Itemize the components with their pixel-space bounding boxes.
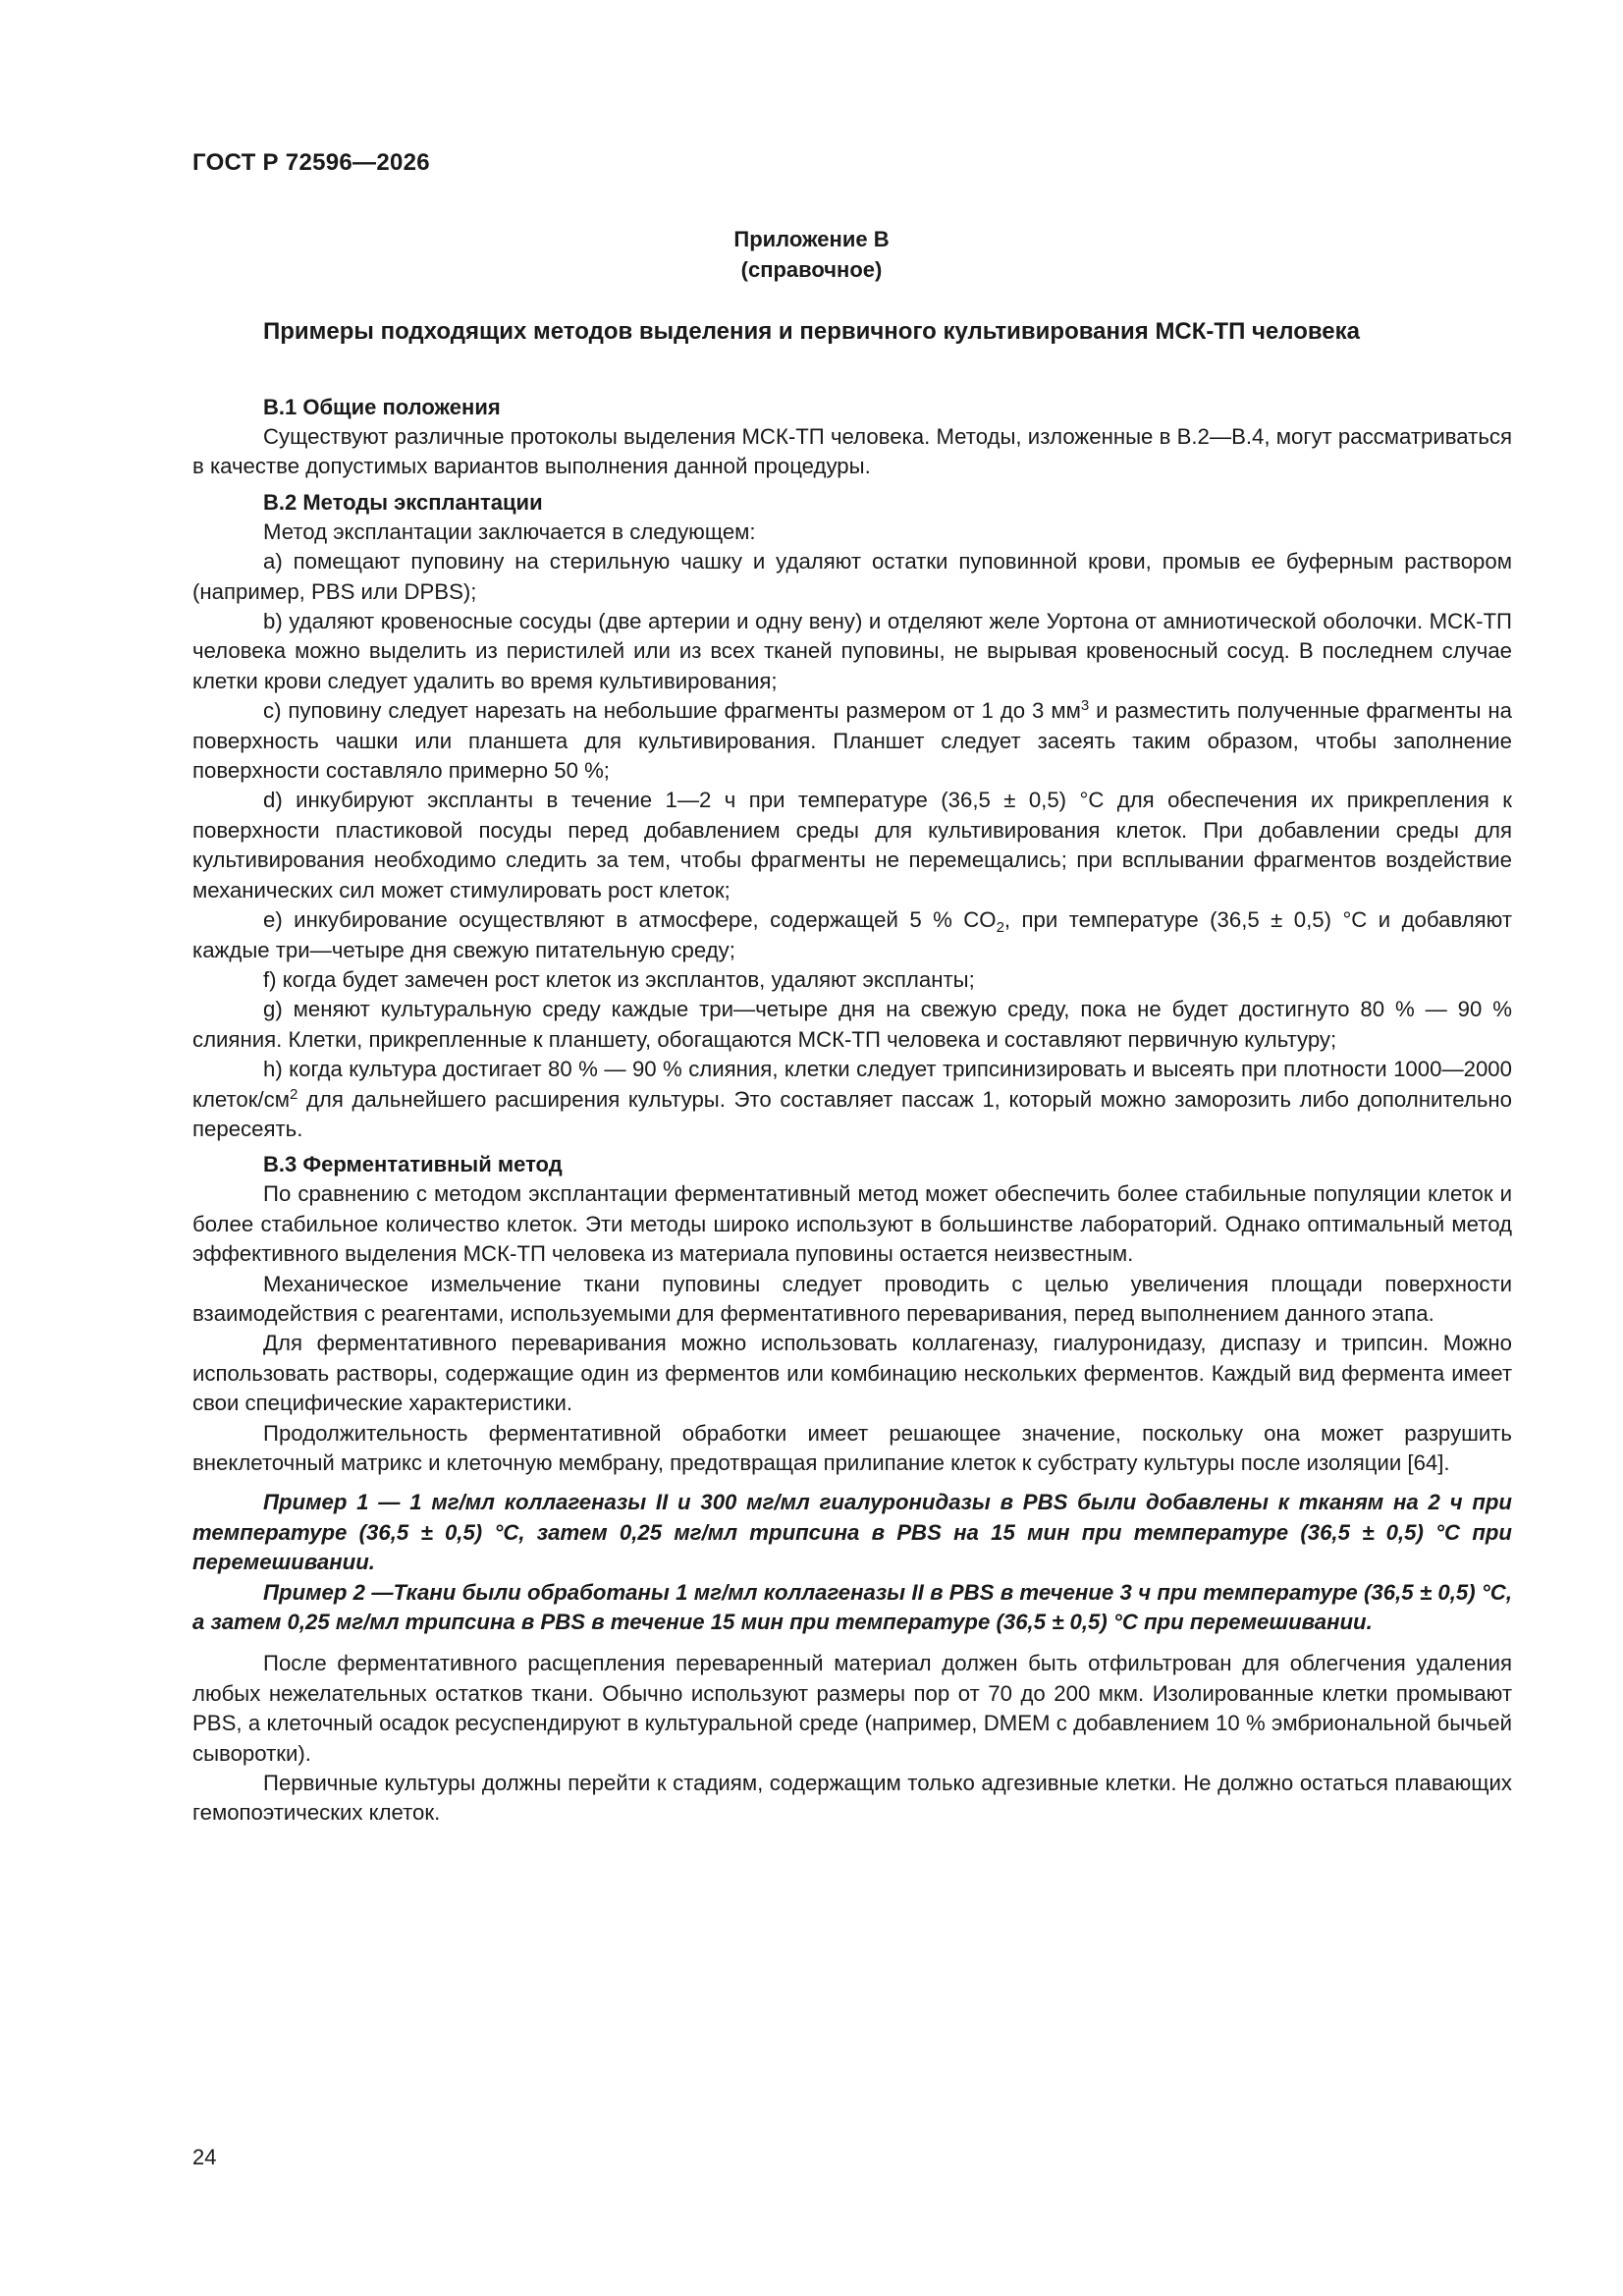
list-item-f: f) когда будет замечен рост клеток из эксплантов, удаляют экспланты;	[263, 966, 975, 992]
list-item-h	[192, 1055, 1512, 1144]
document-body	[192, 393, 1512, 1829]
list-item-c-text-2: и разместить полученные фрагменты на поверхность чашки или планшета для культивирования. Планшет следует засеять таким образом, чтобы заполнение поверхности составляло примерно 50 %;	[192, 698, 1512, 784]
section-heading-b1: В.1 Общие положения	[263, 395, 501, 419]
paragraph: Для ферментативного переваривания можно использовать коллагеназу, гиалуронидазу, диспазу и трипсин. Можно использовать растворы, содержащие один из ферментов или комбинацию нескольких ферментов. Каждый вид фермента имеет свои специфические характеристики.	[192, 1331, 1512, 1416]
paragraph: После ферментативного расщепления переваренный материал должен быть отфильтрован для облегчения удаления любых нежелательных остатков ткани. Обычно используют размеры пор от 70 до 200 мкм. Изолированные клетки промывают PBS, а клеточный осадок ресуспендируют в культуральной среде (например, DMEM с добавлением 10 % эмбриональной бычьей сыворотки).	[192, 1651, 1512, 1766]
page-title: Примеры подходящих методов выделения и первичного культивирования МСК-ТП человека	[263, 318, 1360, 345]
list-item-c	[192, 696, 1512, 786]
list-item-e	[192, 905, 1512, 965]
paragraph: Метод эксплантации заключается в следующем:	[263, 519, 756, 544]
annex-title: Приложение В	[733, 227, 890, 251]
example-1: Пример 1 — 1 мг/мл коллагеназы II и 300 мг/мл гиалуронидазы в PBS были добавлены к тканям на 2 ч при температуре (36,5 ± 0,5) °С, затем 0,25 мг/мл трипсина в PBS на 15 мин при температуре (36,5 ± 0,5) °С при перемешивании.	[192, 1490, 1512, 1575]
list-item-h-text-2: для дальнейшего расширения культуры. Это составляет пассаж 1, который можно заморозить либо дополнительно пересеять.	[192, 1086, 1512, 1141]
subscript: 2	[996, 919, 1004, 937]
list-item-d: d) инкубируют экспланты в течение 1—2 ч при температуре (36,5 ± 0,5) °С для обеспечения их прикрепления к поверхности пластиковой посуды перед добавлением среды для культивирования клеток. При добавлении среды для культивирования необходимо следить за тем, чтобы фрагменты не перемещались; при всплывании фрагментов воздействие механических сил может стимулировать рост клеток;	[192, 788, 1512, 902]
paragraph: По сравнению с методом эксплантации ферментативный метод может обеспечить более стабильные популяции клеток и более стабильное количество клеток. Эти методы широко используют в большинстве лабораторий. Однако оптимальный метод эффективного выделения МСК-ТП человека из материала пуповины остается неизвестным.	[192, 1181, 1512, 1267]
superscript: 3	[1080, 697, 1090, 715]
superscript: 2	[289, 1085, 298, 1103]
list-item-e-text-2: , при температуре (36,5 ± 0,5) °С и добавляют каждые три—четыре дня свежую питательную среду;	[192, 907, 1512, 962]
example-2: Пример 2 —Ткани были обработаны 1 мг/мл коллагеназы II в PBS в течение 3 ч при температуре (36,5 ± 0,5) °С, а затем 0,25 мг/мл трипсина в PBS в течение 15 мин при температуре (36,5 ± 0,5) °С при перемешивании.	[192, 1579, 1512, 1635]
paragraph: Продолжительность ферментативной обработки имеет решающее значение, поскольку она может разрушить внеклеточный матрикс и клеточную мембрану, предотвращая прилипание клеток к субстрату культуры после изоляции [64].	[192, 1420, 1512, 1475]
list-item-g: g) меняют культуральную среду каждые три—четыре дня на свежую среду, пока не будет достигнуто 80 % — 90 % слияния. Клетки, прикрепленные к планшету, обогащаются МСК-ТП человека и составляют первичную культуру;	[192, 997, 1512, 1052]
annex-type: (справочное)	[740, 257, 883, 282]
annex-heading	[0, 224, 1623, 285]
section-heading-b3: В.3 Ферментативный метод	[263, 1152, 563, 1177]
list-item-c-text-1: c) пуповину следует нарезать на небольшие фрагменты размером от 1 до 3 мм	[263, 698, 1081, 724]
paragraph: Механическое измельчение ткани пуповины следует проводить с целью увеличения площади поверхности взаимодействия с реагентами, используемыми для ферментативного переваривания, перед выполнением данного этапа.	[192, 1271, 1512, 1326]
standard-code: ГОСТ Р 72596—2026	[192, 149, 430, 176]
section-heading-b2: В.2 Методы эксплантации	[263, 489, 543, 515]
list-item-e-text-1: e) инкубирование осуществляют в атмосфере, содержащей 5 % CO	[263, 907, 997, 933]
paragraph: Первичные культуры должны перейти к стадиям, содержащим только адгезивные клетки. Не должно остаться плавающих гемопоэтических клеток.	[192, 1771, 1512, 1826]
list-item-a: a) помещают пуповину на стерильную чашку и удаляют остатки пуповинной крови, промыв ее буферным раствором (например, PBS или DPBS);	[192, 549, 1512, 604]
paragraph: Существуют различные протоколы выделения МСК-ТП человека. Методы, изложенные в В.2—В.4, могут рассматриваться в качестве допустимых вариантов выполнения данной процедуры.	[192, 424, 1512, 479]
list-item-b: b) удаляют кровеносные сосуды (две артерии и одну вену) и отделяют желе Уортона от амниотической оболочки. МСК-ТП человека можно выделить из перистилей или из всех тканей пуповины, не вырывая кровеносный сосуд. В последнем случае клетки крови следует удалить во время культивирования;	[192, 609, 1512, 693]
list-item-h-text-1: h) когда культура достигает 80 % — 90 % слияния, клетки следует трипсинизировать и высеять при плотности 1000—2000 клеток/см	[192, 1057, 1512, 1112]
page-number: 24	[192, 2145, 217, 2169]
